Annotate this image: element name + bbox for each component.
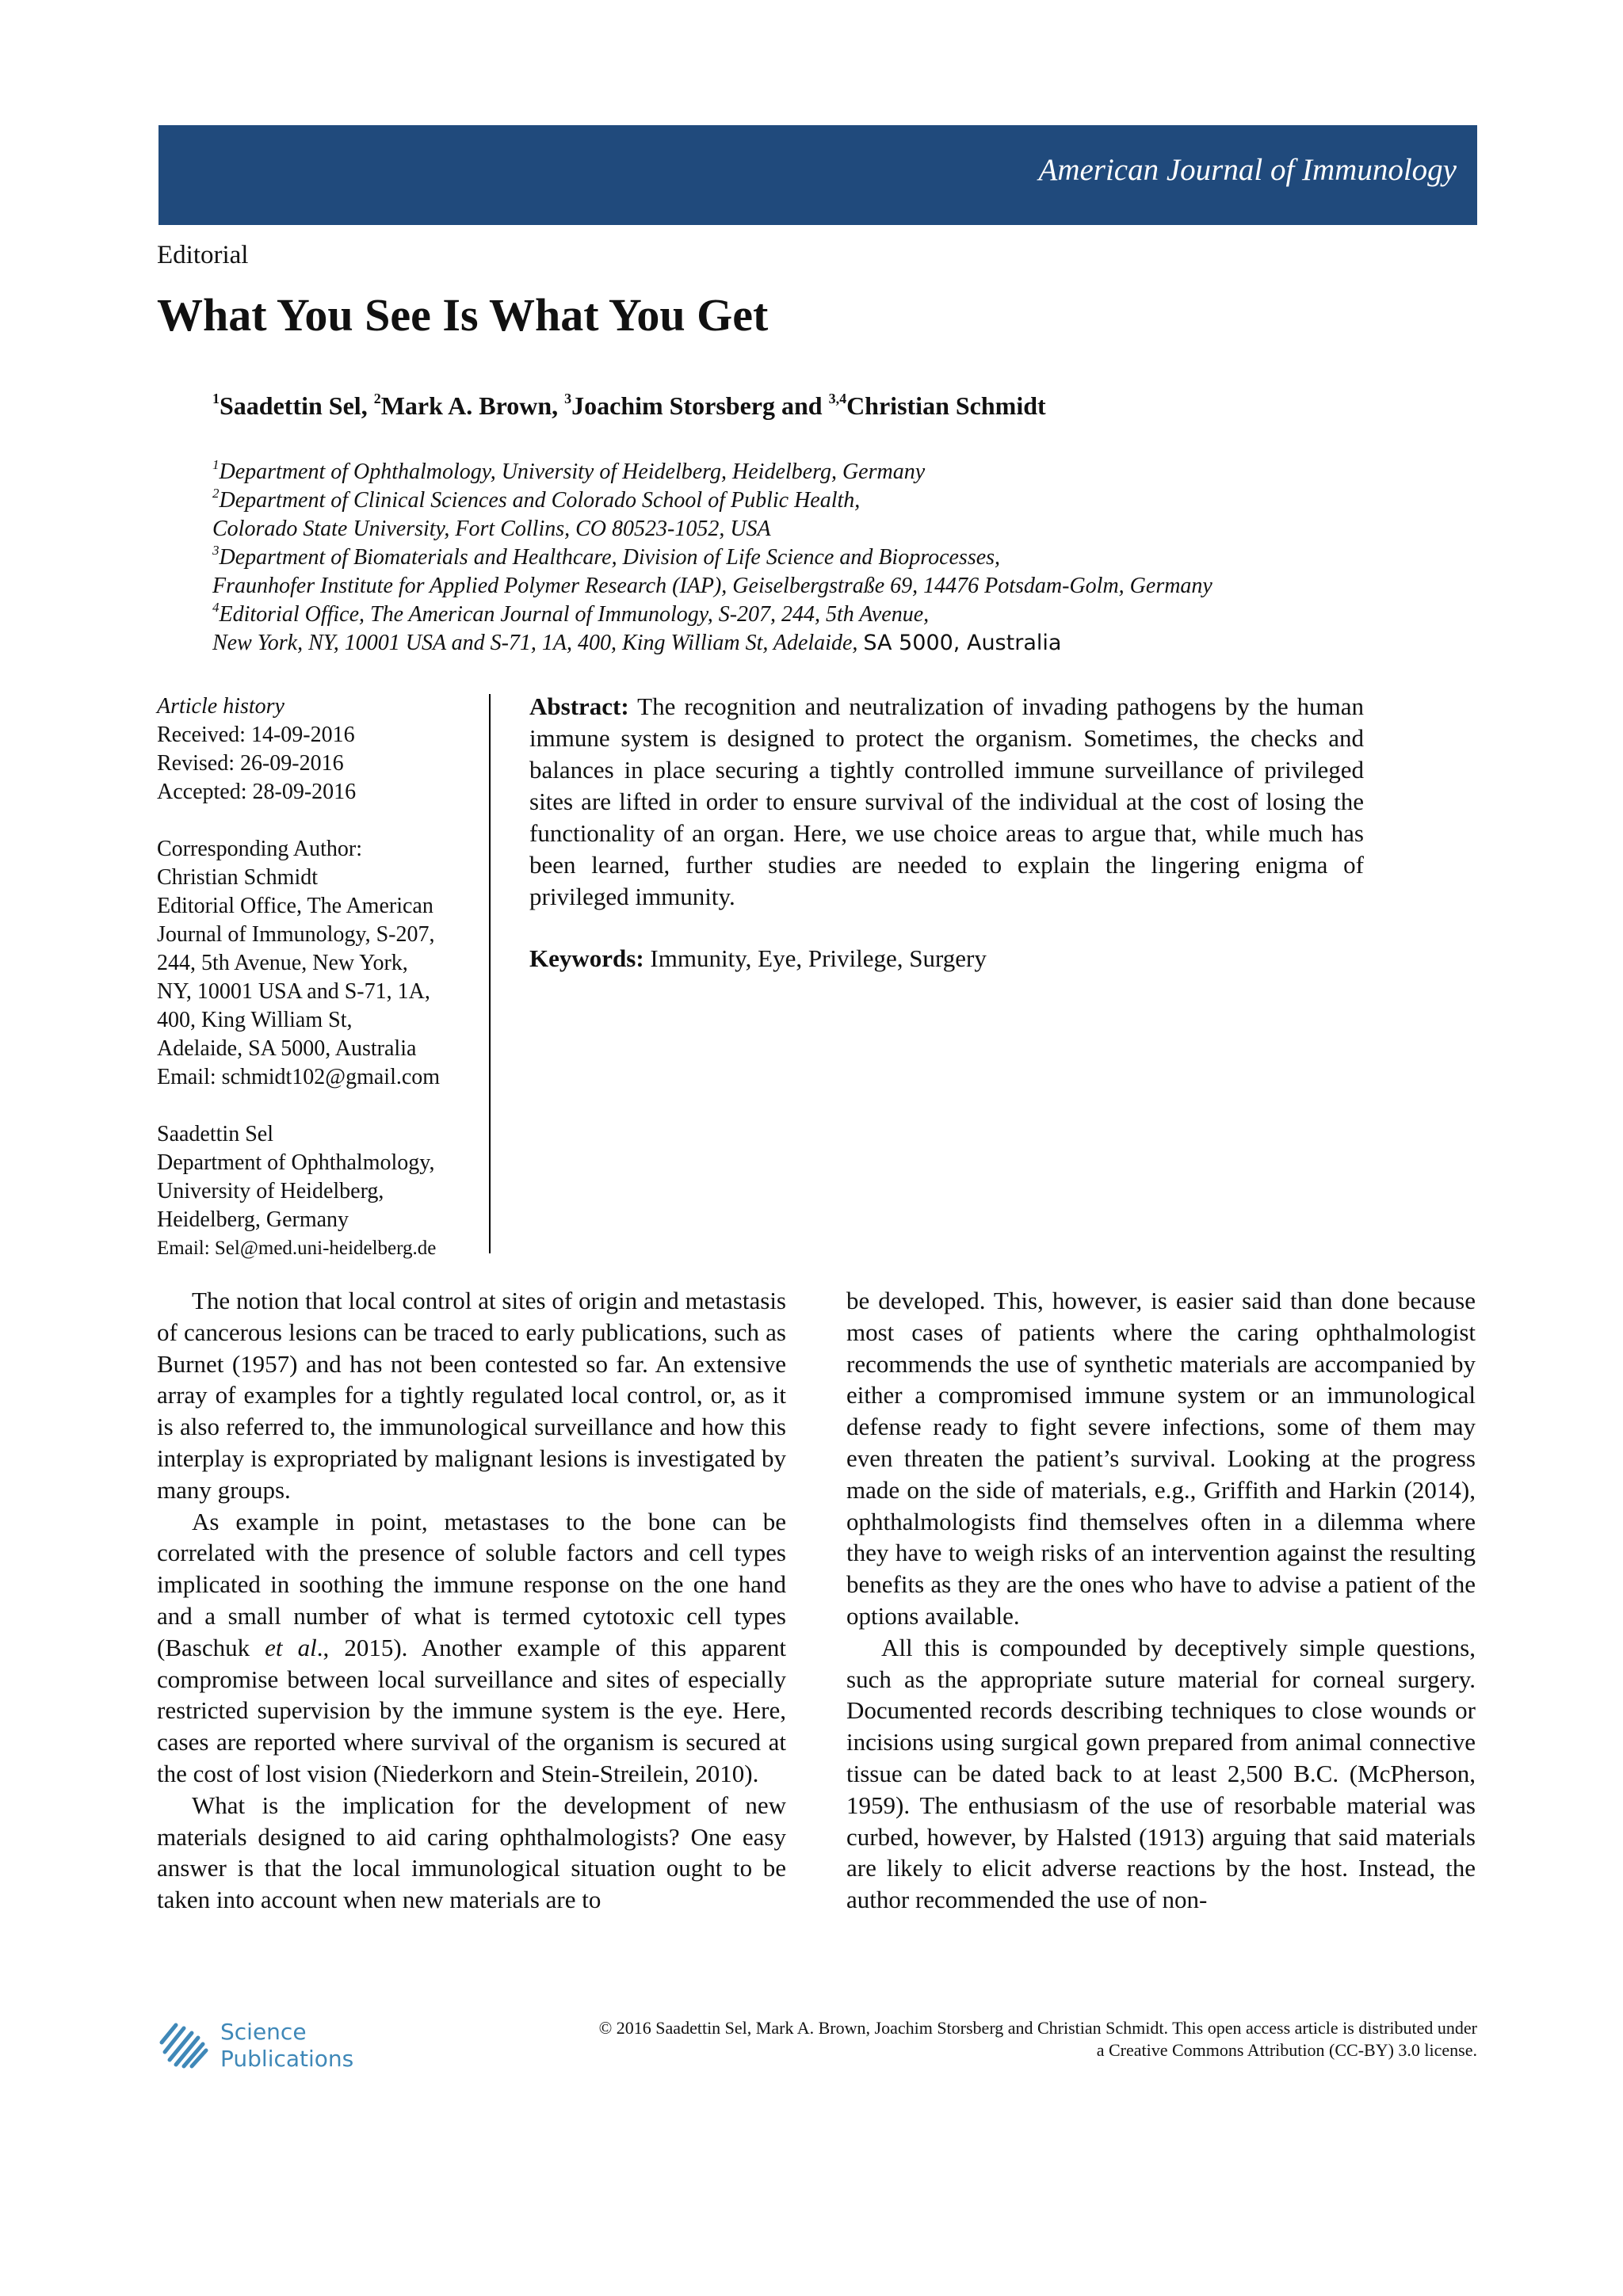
publisher-name <box>220 2019 353 2073</box>
copyright-notice <box>599 2017 1477 2061</box>
affiliation-text: Department of Biomaterials and Healthcare, Division of Life Science and Bioprocesses, <box>219 545 1001 570</box>
corresponding-line: NY, 10001 USA and S-71, 1A, <box>157 979 430 1004</box>
abstract-text: The recognition and neutralization of invading pathogens by the human immune system is designed to protect the organism. Sometimes, the checks and balances in place securing a tightly controlled immune surveillance of privileged sites are lifted in order to ensure survival of the individual at the cost of losing the functionality of an organ. Here, we use choice areas to argue that, while much has been learned, further studies are needed to explain the lingering enigma of privileged immunity. <box>529 692 1364 910</box>
abstract-section <box>529 691 1364 974</box>
author-name: Saadettin Sel, <box>220 391 374 420</box>
author-name: Mark A. Brown, <box>380 391 565 420</box>
affiliation-4-line2 <box>212 629 1212 658</box>
author-list <box>212 391 1046 421</box>
affiliation-sup: 2 <box>212 486 220 501</box>
body-column-right <box>846 1285 1476 1916</box>
affiliation-sup: 1 <box>212 457 220 472</box>
corresponding-line: Journal of Immunology, S-207, <box>157 922 435 947</box>
corresponding-email[interactable]: Email: schmidt102@gmail.com <box>157 1065 441 1089</box>
corresponding-line: 400, King William St, <box>157 1008 353 1032</box>
body-paragraph: What is the implication for the development of new materials designed to aid caring ophthalmologists? One easy answer is that the local immunological situation ought to be taken into account when new materials are to <box>157 1791 786 1914</box>
article-type: Editorial <box>157 241 249 269</box>
body-paragraph: be developed. This, however, is easier said than done because most cases of patients where the caring ophthalmologist recommends the use of synthetic materials are accompanied by either a compromised immune system or an immunological defense ready to fight severe infections, some of them may even threaten the patient’s survival. Looking at the progress made on the side of materials, e.g., Griffith and Harkin (2014), ophthalmologists find themselves often in a dilemma where they have to weigh risks of an intervention against the resulting benefits as they are the ones who have to advise a patient of the options available. <box>846 1287 1476 1630</box>
affiliation-sup: 3 <box>212 543 220 558</box>
corresponding-line: Adelaide, SA 5000, Australia <box>157 1036 417 1061</box>
body-text-italic: et al <box>265 1633 317 1661</box>
keywords-label: Keywords: <box>529 944 644 972</box>
article-title: What You See Is What You Get <box>157 289 769 341</box>
journal-name: American Journal of Immunology <box>1038 153 1457 187</box>
abstract <box>529 691 1364 913</box>
author-name: Christian Schmidt <box>846 391 1046 420</box>
affiliation-2 <box>212 486 1212 515</box>
keywords <box>529 943 1364 974</box>
affiliations <box>212 458 1212 658</box>
contact-email[interactable]: Email: Sel@med.uni-heidelberg.de <box>157 1238 437 1259</box>
publisher-logo-icon <box>158 2019 209 2069</box>
author-sup: 3 <box>564 391 572 406</box>
contact-line: University of Heidelberg, <box>157 1179 384 1203</box>
affiliation-2-line2: Colorado State University, Fort Collins, CO 80523-1052, USA <box>212 517 771 541</box>
affiliation-text: Department of Ophthalmology, University of Heidelberg, Heidelberg, Germany <box>219 460 926 484</box>
author-sup: 3,4 <box>828 391 847 406</box>
affiliation-3-line2: Fraunhofer Institute for Applied Polymer Research (IAP), Geiselbergstraße 69, 14476 Potsdam-Golm, Germany <box>212 574 1212 598</box>
author-sup: 2 <box>373 391 381 406</box>
publisher-name-line: Publications <box>220 2046 354 2072</box>
affiliation-1 <box>212 458 1212 486</box>
revised-date: Revised: 26-09-2016 <box>157 751 344 776</box>
copyright-line: a Creative Commons Attribution (CC-BY) 3.0 license. <box>1096 2040 1477 2060</box>
corresponding-line: Editorial Office, The American <box>157 894 433 918</box>
keywords-text: Immunity, Eye, Privilege, Surgery <box>643 944 987 972</box>
corresponding-heading: Corresponding Author: <box>157 837 362 861</box>
body-paragraph: The notion that local control at sites of origin and metastasis of cancerous lesions can be traced to early publications, such as Burnet (1957) and has not been contested so far. An extensive array of examples for a tightly regulated local control, or, as it is also referred to, the immunological surveillance and how this interplay is expropriated by malignant lesions is investigated by many groups. <box>157 1287 786 1504</box>
history-heading: Article history <box>157 694 285 719</box>
corresponding-line: Christian Schmidt <box>157 865 318 890</box>
author-name: Joachim Storsberg and <box>571 391 829 420</box>
affiliation-sup: 4 <box>212 600 220 615</box>
article-history <box>157 692 490 807</box>
received-date: Received: 14-09-2016 <box>157 723 355 747</box>
contact-line: Heidelberg, Germany <box>157 1207 349 1232</box>
sidebar-divider <box>489 694 491 1253</box>
body-paragraph <box>157 1506 786 1790</box>
body-paragraph: All this is compounded by deceptively simple questions, such as the appropriate suture material for corneal surgery. Documented records describing techniques to close wounds or incisions using surgical gown prepared from animal connective tissue can be dated back to at least 2,500 B.C. (McPherson, 1959). The enthusiasm of the use of resorbable material was curbed, however, by Halsted (1913) arguing that said materials are likely to elicit adverse reactions by the host. Instead, the author recommended the use of non- <box>846 1633 1476 1914</box>
affiliation-3 <box>212 543 1212 572</box>
affiliation-text: Department of Clinical Sciences and Colorado School of Public Health, <box>219 488 861 513</box>
contact-line: Saadettin Sel <box>157 1122 273 1146</box>
affiliation-4 <box>212 601 1212 629</box>
publisher-logo <box>158 2019 365 2076</box>
affiliation-text: SA 5000, Australia <box>863 631 1062 655</box>
body-column-left <box>157 1285 786 1916</box>
journal-banner <box>158 125 1477 225</box>
body-text: ., 2015). Another example of this apparent compromise between local surveillance and sites of especially restricted supervision by the immune system is the eye. Here, cases are reported where survival of the organism is secured at the cost of lost vision (Niederkorn and Stein-Streilein, 2010). <box>157 1633 786 1787</box>
corresponding-author <box>157 835 490 1092</box>
copyright-line: © 2016 Saadettin Sel, Mark A. Brown, Joachim Storsberg and Christian Schmidt. This open access article is distributed under <box>598 2018 1477 2038</box>
affiliation-text: New York, NY, 10001 USA and S-71, 1A, 400, King William St, Adelaide, <box>212 631 864 655</box>
publisher-name-line: Science <box>220 2019 307 2045</box>
accepted-date: Accepted: 28-09-2016 <box>157 780 357 804</box>
abstract-label: Abstract: <box>529 692 629 720</box>
corresponding-line: 244, 5th Avenue, New York, <box>157 951 408 975</box>
article-sidebar <box>157 692 490 1263</box>
author-sup: 1 <box>212 391 220 406</box>
body-text: As example in point, metastases to the bone can be correlated with the presence of soluble factors and cell types implicated in soothing the immune response on the one hand and a small number of what is termed cytotoxic cell types (Baschuk <box>157 1507 786 1661</box>
second-contact <box>157 1120 490 1263</box>
affiliation-text: Editorial Office, The American Journal of Immunology, S-207, 244, 5th Avenue, <box>219 602 930 627</box>
contact-line: Department of Ophthalmology, <box>157 1150 435 1175</box>
